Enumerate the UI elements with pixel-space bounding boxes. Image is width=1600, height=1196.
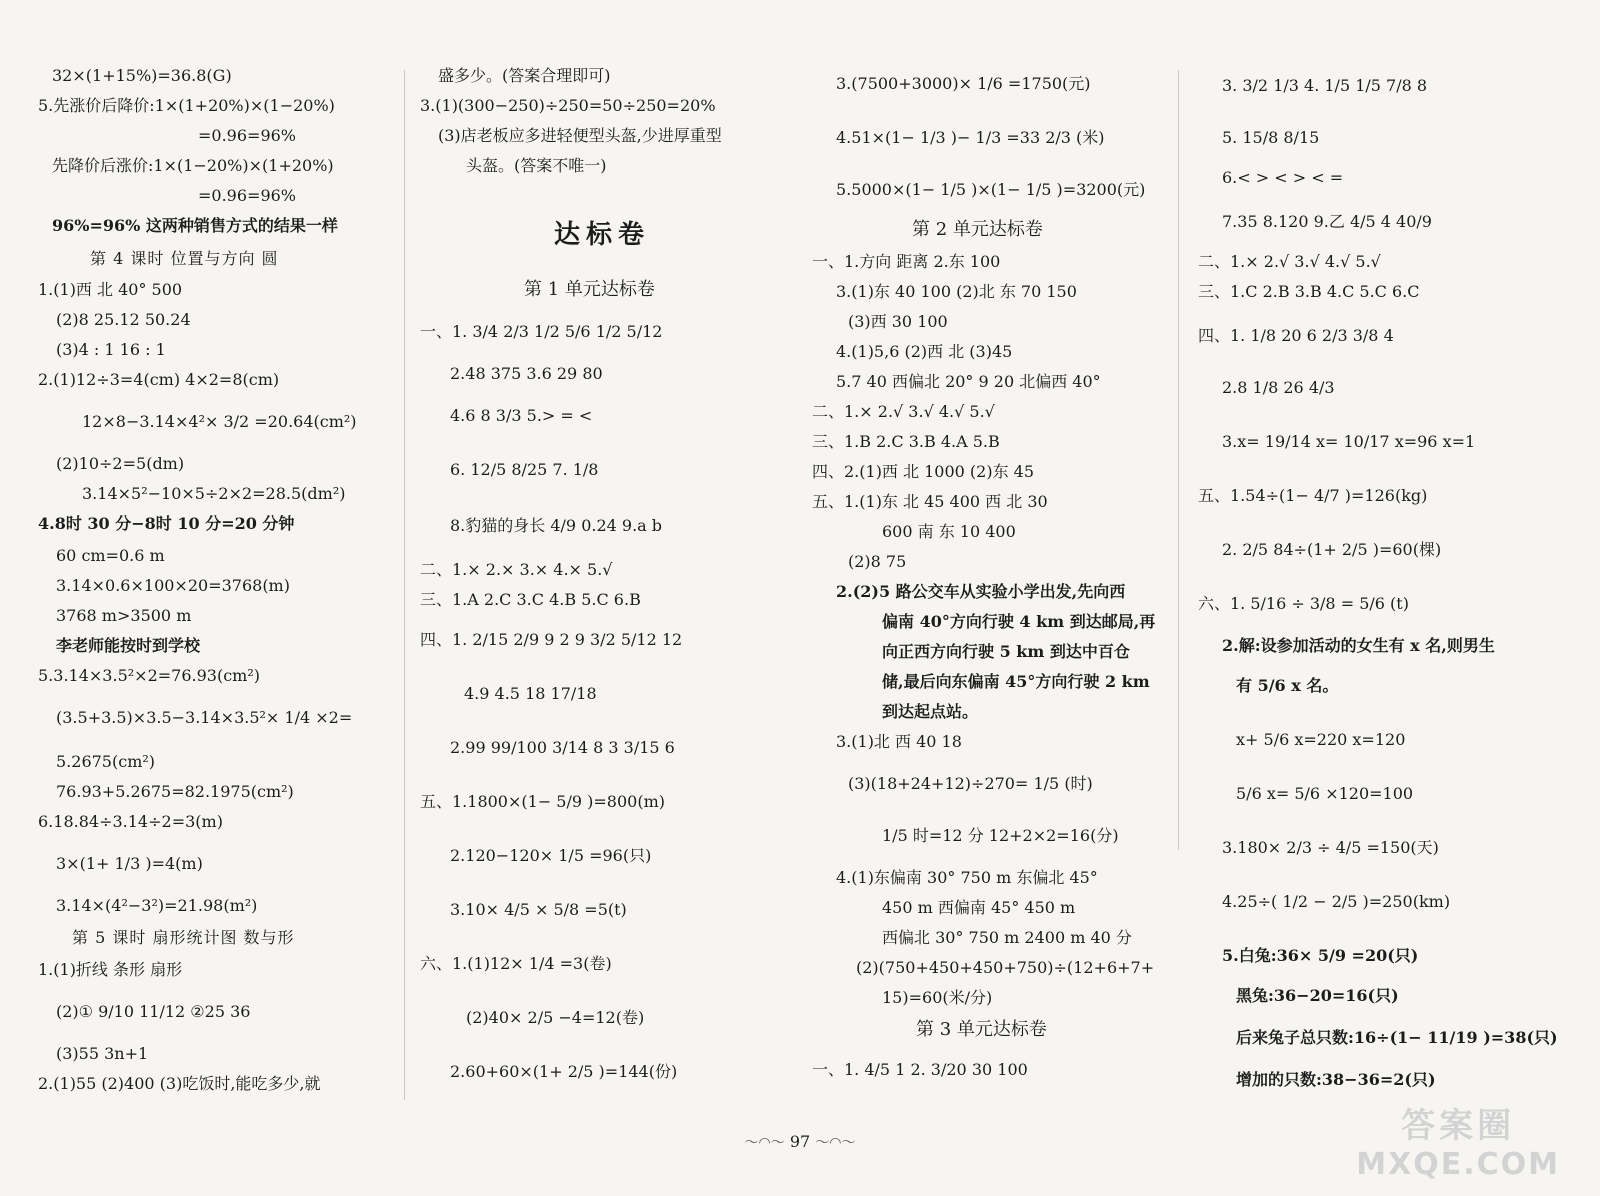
text-line: (3)店老板应多进轻便型头盔,少进厚重型 bbox=[438, 126, 722, 145]
text-line: 600 南 东 10 400 bbox=[882, 522, 1016, 541]
text-line: (2)8 25.12 50.24 bbox=[56, 310, 191, 329]
text-line: 12×8−3.14×4²× 3/2 =20.64(cm²) bbox=[82, 412, 357, 431]
section-title: 第 4 课时 位置与方向 圆 bbox=[90, 249, 279, 268]
text-line: 1/5 时=12 分 12+2×2=16(分) bbox=[882, 826, 1119, 845]
text-line: 到达起点站。 bbox=[882, 702, 979, 721]
text-line: 6.18.84÷3.14÷2=3(m) bbox=[38, 812, 223, 831]
text-line: 4.9 4.5 18 17/18 bbox=[464, 684, 597, 703]
text-line: 5.先涨价后降价:1×(1+20%)×(1−20%) bbox=[38, 96, 335, 115]
text-line: (3)(18+24+12)÷270= 1/5 (时) bbox=[848, 774, 1093, 793]
text-line: 5. 15/8 8/15 bbox=[1222, 128, 1320, 147]
text-line: (2)8 75 bbox=[848, 552, 907, 571]
text-line: 一、1. 4/5 1 2. 3/20 30 100 bbox=[812, 1060, 1028, 1079]
text-line: 李老师能按时到学校 bbox=[56, 636, 201, 655]
text-line: 3. 3/2 1/3 4. 1/5 1/5 7/8 8 bbox=[1222, 76, 1428, 95]
text-line: 二、1.× 2.× 3.× 4.× 5.√ bbox=[420, 560, 613, 579]
text-line: 一、1. 3/4 2/3 1/2 5/6 1/2 5/12 bbox=[420, 322, 663, 341]
text-line: 96%=96% 这两种销售方式的结果一样 bbox=[52, 216, 338, 235]
text-line: 四、1. 2/15 2/9 9 2 9 3/2 5/12 12 bbox=[420, 630, 683, 649]
text-line: 五、1.(1)东 北 45 400 西 北 30 bbox=[812, 492, 1048, 511]
column-divider bbox=[1178, 70, 1179, 850]
text-line: 二、1.× 2.√ 3.√ 4.√ 5.√ bbox=[812, 402, 995, 421]
text-line: 向正西方向行驶 5 km 到达中百仓 bbox=[882, 642, 1130, 661]
text-line: 4.51×(1− 1/3 )− 1/3 =33 2/3 (米) bbox=[836, 128, 1105, 147]
right-ornament-icon: 〜◠〜 bbox=[815, 1135, 856, 1151]
section-title: 第 3 单元达标卷 bbox=[916, 1019, 1047, 1040]
text-line: 5.5000×(1− 1/5 )×(1− 1/5 )=3200(元) bbox=[836, 180, 1146, 199]
text-line: (2)10÷2=5(dm) bbox=[56, 454, 185, 473]
text-line: 3.(7500+3000)× 1/6 =1750(元) bbox=[836, 74, 1091, 93]
text-line: 储,最后向东偏南 45°方向行驶 2 km bbox=[882, 672, 1150, 691]
text-line: 有 5/6 x 名。 bbox=[1236, 676, 1339, 695]
text-line: 3768 m>3500 m bbox=[56, 606, 192, 625]
text-line: 15)=60(米/分) bbox=[882, 988, 993, 1007]
text-line: x+ 5/6 x=220 x=120 bbox=[1236, 730, 1406, 749]
text-line: 五、1.54÷(1− 4/7 )=126(kg) bbox=[1198, 486, 1428, 505]
text-line: 6. 12/5 8/25 7. 1/8 bbox=[450, 460, 599, 479]
text-line: 76.93+5.2675=82.1975(cm²) bbox=[56, 782, 294, 801]
text-line: (3)西 30 100 bbox=[848, 312, 948, 331]
text-line: 2.8 1/8 26 4/3 bbox=[1222, 378, 1335, 397]
text-line: 8.豹猫的身长 4/9 0.24 9.a b bbox=[450, 516, 663, 535]
text-line: 5.3.14×3.5²×2=76.93(cm²) bbox=[38, 666, 260, 685]
section-title: 第 2 单元达标卷 bbox=[912, 219, 1043, 240]
text-line: 3.180× 2/3 ÷ 4/5 =150(天) bbox=[1222, 838, 1439, 857]
text-line: 1.(1)西 北 40° 500 bbox=[38, 280, 183, 299]
text-line: 450 m 西偏南 45° 450 m bbox=[882, 898, 1076, 917]
text-line: 3.14×5²−10×5÷2×2=28.5(dm²) bbox=[82, 484, 346, 503]
text-line: 5/6 x= 5/6 ×120=100 bbox=[1236, 784, 1414, 803]
text-line: 2.120−120× 1/5 =96(只) bbox=[450, 846, 652, 865]
page-title: 达标卷 bbox=[554, 220, 651, 250]
text-line: (3)4 : 1 16 : 1 bbox=[56, 340, 166, 359]
text-line: 三、1.A 2.C 3.C 4.B 5.C 6.B bbox=[420, 590, 641, 609]
text-line: 3.14×(4²−3²)=21.98(m²) bbox=[56, 896, 258, 915]
text-line: 3.(1)北 西 40 18 bbox=[836, 732, 962, 751]
text-line: 二、1.× 2.√ 3.√ 4.√ 5.√ bbox=[1198, 252, 1381, 271]
text-line: 2.(1)12÷3=4(cm) 4×2=8(cm) bbox=[38, 370, 280, 389]
text-line: 四、2.(1)西 北 1000 (2)东 45 bbox=[812, 462, 1035, 481]
text-line: 盛多少。(答案合理即可) bbox=[438, 66, 611, 85]
text-line: 7.35 8.120 9.乙 4/5 4 40/9 bbox=[1222, 212, 1432, 231]
watermark-logo: 答案圈 bbox=[1401, 1106, 1516, 1146]
text-line: 4.8时 30 分−8时 10 分=20 分钟 bbox=[38, 514, 295, 533]
section-title: 第 1 单元达标卷 bbox=[524, 279, 655, 300]
text-line: 头盔。(答案不唯一) bbox=[466, 156, 607, 175]
text-line: (2)① 9/10 11/12 ②25 36 bbox=[56, 1002, 251, 1021]
section-title: 第 5 课时 扇形统计图 数与形 bbox=[72, 928, 295, 947]
text-line: 3.10× 4/5 × 5/8 =5(t) bbox=[450, 900, 627, 919]
text-line: 四、1. 1/8 20 6 2/3 3/8 4 bbox=[1198, 326, 1394, 345]
text-line: =0.96=96% bbox=[198, 126, 296, 145]
text-line: 3×(1+ 1/3 )=4(m) bbox=[56, 854, 203, 873]
text-line: 2.(1)55 (2)400 (3)吃饭时,能吃多少,就 bbox=[38, 1074, 321, 1093]
text-line: 一、1.方向 距离 2.东 100 bbox=[812, 252, 1001, 271]
text-line: 三、1.B 2.C 3.B 4.A 5.B bbox=[812, 432, 1000, 451]
text-line: 2.99 99/100 3/14 8 3 3/15 6 bbox=[450, 738, 675, 757]
text-line: 五、1.1800×(1− 5/9 )=800(m) bbox=[420, 792, 665, 811]
text-line: (3)55 3n+1 bbox=[56, 1044, 149, 1063]
text-line: 3.(1)东 40 100 (2)北 东 70 150 bbox=[836, 282, 1077, 301]
text-line: 2.(2)5 路公交车从实验小学出发,先向西 bbox=[836, 582, 1126, 601]
page-number-text: 97 bbox=[789, 1132, 811, 1151]
watermark-url: MXQE.COM bbox=[1356, 1147, 1560, 1182]
text-line: 六、1. 5/16 ÷ 3/8 = 5/6 (t) bbox=[1198, 594, 1409, 613]
text-line: 1.(1)折线 条形 扇形 bbox=[38, 960, 183, 979]
text-line: 3.x= 19/14 x= 10/17 x=96 x=1 bbox=[1222, 432, 1476, 451]
text-line: 先降价后涨价:1×(1−20%)×(1+20%) bbox=[52, 156, 334, 175]
page-number bbox=[735, 1132, 865, 1156]
text-line: 2.48 375 3.6 29 80 bbox=[450, 364, 603, 383]
text-line: (3.5+3.5)×3.5−3.14×3.5²× 1/4 ×2= bbox=[56, 708, 353, 727]
text-line: 2.60+60×(1+ 2/5 )=144(份) bbox=[450, 1062, 678, 1081]
text-line: 4.25÷( 1/2 − 2/5 )=250(km) bbox=[1222, 892, 1451, 911]
text-line: 32×(1+15%)=36.8(G) bbox=[52, 66, 232, 85]
text-line: (2)40× 2/5 −4=12(卷) bbox=[466, 1008, 645, 1027]
text-line: 4.(1)5,6 (2)西 北 (3)45 bbox=[836, 342, 1013, 361]
text-line: 6.< > < > < = bbox=[1222, 168, 1344, 187]
text-line: 增加的只数:38−36=2(只) bbox=[1236, 1070, 1436, 1089]
text-line: 后来兔子总只数:16÷(1− 11/19 )=38(只) bbox=[1236, 1028, 1558, 1047]
text-line: 六、1.(1)12× 1/4 =3(卷) bbox=[420, 954, 612, 973]
text-line: 3.14×0.6×100×20=3768(m) bbox=[56, 576, 290, 595]
column-divider bbox=[404, 70, 405, 1100]
text-line: 三、1.C 2.B 3.B 4.C 5.C 6.C bbox=[1198, 282, 1420, 301]
text-line: 黑兔:36−20=16(只) bbox=[1236, 986, 1399, 1005]
text-line: 5.白兔:36× 5/9 =20(只) bbox=[1222, 946, 1419, 965]
text-line: 2. 2/5 84÷(1+ 2/5 )=60(棵) bbox=[1222, 540, 1442, 559]
text-line: 5.7 40 西偏北 20° 9 20 北偏西 40° bbox=[836, 372, 1101, 391]
left-ornament-icon: 〜◠〜 bbox=[744, 1135, 785, 1151]
text-line: 5.2675(cm²) bbox=[56, 752, 156, 771]
text-line: 2.解:设参加活动的女生有 x 名,则男生 bbox=[1222, 636, 1495, 655]
text-line: 偏南 40°方向行驶 4 km 到达邮局,再 bbox=[882, 612, 1156, 631]
text-line: 西偏北 30° 750 m 2400 m 40 分 bbox=[882, 928, 1132, 947]
text-line: =0.96=96% bbox=[198, 186, 296, 205]
text-line: 60 cm=0.6 m bbox=[56, 546, 165, 565]
watermark bbox=[1356, 1098, 1560, 1182]
text-line: 4.(1)东偏南 30° 750 m 东偏北 45° bbox=[836, 868, 1098, 887]
text-line: (2)(750+450+450+750)÷(12+6+7+ bbox=[856, 958, 1155, 977]
text-line: 3.(1)(300−250)÷250=50÷250=20% bbox=[420, 96, 716, 115]
text-line: 4.6 8 3/3 5.> = < bbox=[450, 406, 593, 425]
